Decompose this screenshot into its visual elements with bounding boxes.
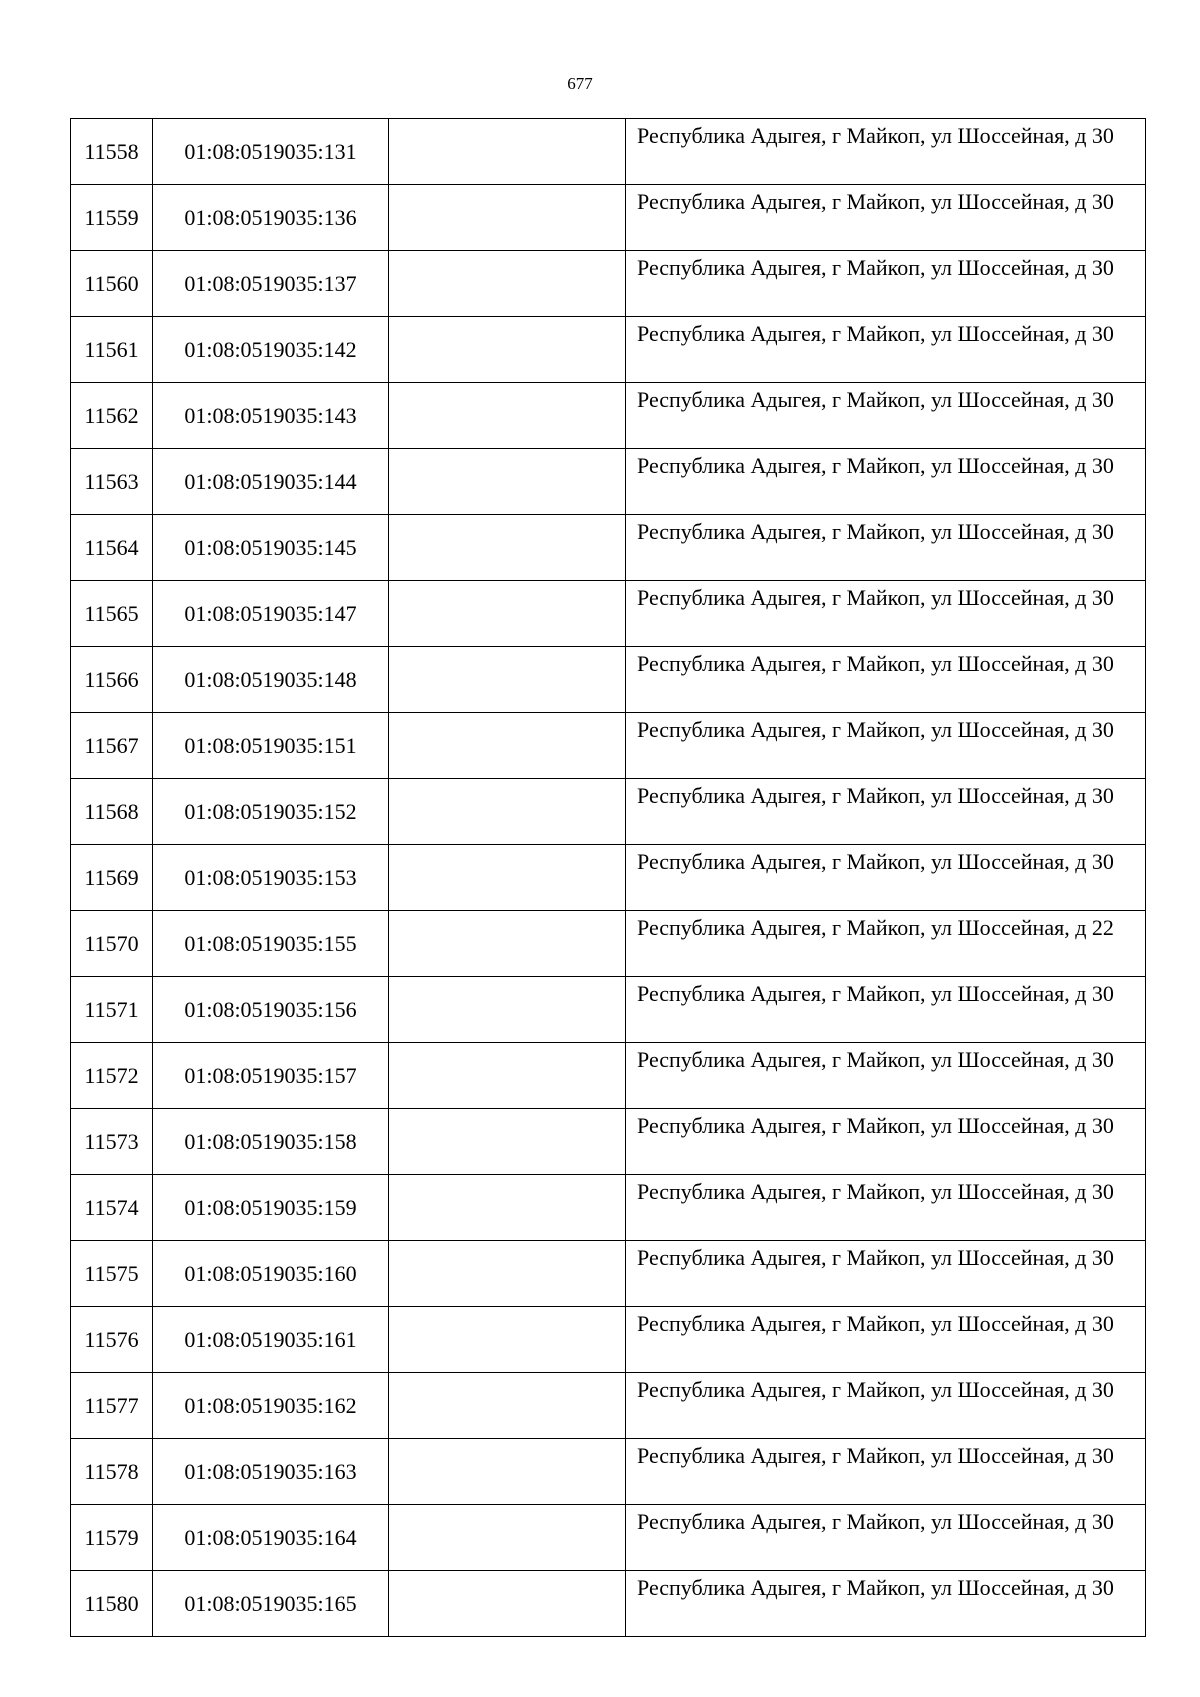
address-cell: Республика Адыгея, г Майкоп, ул Шоссейная, д 30 bbox=[626, 1109, 1146, 1175]
address-cell: Республика Адыгея, г Майкоп, ул Шоссейная, д 22 bbox=[626, 911, 1146, 977]
table-row bbox=[71, 1307, 1146, 1373]
cadastral-number-cell: 01:08:0519035:165 bbox=[153, 1571, 389, 1637]
row-number-cell: 11570 bbox=[71, 911, 153, 977]
address-cell: Республика Адыгея, г Майкоп, ул Шоссейная, д 30 bbox=[626, 1505, 1146, 1571]
empty-cell bbox=[389, 1373, 626, 1439]
empty-cell bbox=[389, 1439, 626, 1505]
table-row bbox=[71, 977, 1146, 1043]
empty-cell bbox=[389, 1307, 626, 1373]
row-number-cell: 11579 bbox=[71, 1505, 153, 1571]
address-cell: Республика Адыгея, г Майкоп, ул Шоссейная, д 30 bbox=[626, 581, 1146, 647]
table-row bbox=[71, 779, 1146, 845]
empty-cell bbox=[389, 911, 626, 977]
cadastral-number-cell: 01:08:0519035:131 bbox=[153, 119, 389, 185]
row-number-cell: 11569 bbox=[71, 845, 153, 911]
row-number-cell: 11576 bbox=[71, 1307, 153, 1373]
table-row bbox=[71, 449, 1146, 515]
row-number-cell: 11564 bbox=[71, 515, 153, 581]
empty-cell bbox=[389, 185, 626, 251]
empty-cell bbox=[389, 1505, 626, 1571]
cadastral-number-cell: 01:08:0519035:145 bbox=[153, 515, 389, 581]
address-cell: Республика Адыгея, г Майкоп, ул Шоссейная, д 30 bbox=[626, 515, 1146, 581]
empty-cell bbox=[389, 1241, 626, 1307]
empty-cell bbox=[389, 515, 626, 581]
registry-table bbox=[70, 118, 1146, 1637]
cadastral-number-cell: 01:08:0519035:157 bbox=[153, 1043, 389, 1109]
row-number-cell: 11571 bbox=[71, 977, 153, 1043]
empty-cell bbox=[389, 317, 626, 383]
cadastral-number-cell: 01:08:0519035:155 bbox=[153, 911, 389, 977]
table-row bbox=[71, 1241, 1146, 1307]
empty-cell bbox=[389, 449, 626, 515]
cadastral-number-cell: 01:08:0519035:136 bbox=[153, 185, 389, 251]
address-cell: Республика Адыгея, г Майкоп, ул Шоссейная, д 30 bbox=[626, 185, 1146, 251]
table-row bbox=[71, 581, 1146, 647]
empty-cell bbox=[389, 1175, 626, 1241]
cadastral-number-cell: 01:08:0519035:162 bbox=[153, 1373, 389, 1439]
address-cell: Республика Адыгея, г Майкоп, ул Шоссейная, д 30 bbox=[626, 1307, 1146, 1373]
address-cell: Республика Адыгея, г Майкоп, ул Шоссейная, д 30 bbox=[626, 977, 1146, 1043]
row-number-cell: 11559 bbox=[71, 185, 153, 251]
empty-cell bbox=[389, 1043, 626, 1109]
row-number-cell: 11562 bbox=[71, 383, 153, 449]
empty-cell bbox=[389, 845, 626, 911]
registry-table-body bbox=[71, 119, 1146, 1637]
row-number-cell: 11577 bbox=[71, 1373, 153, 1439]
cadastral-number-cell: 01:08:0519035:148 bbox=[153, 647, 389, 713]
row-number-cell: 11558 bbox=[71, 119, 153, 185]
empty-cell bbox=[389, 779, 626, 845]
row-number-cell: 11565 bbox=[71, 581, 153, 647]
empty-cell bbox=[389, 581, 626, 647]
table-row bbox=[71, 515, 1146, 581]
row-number-cell: 11580 bbox=[71, 1571, 153, 1637]
table-row bbox=[71, 647, 1146, 713]
table-row bbox=[71, 1439, 1146, 1505]
table-row bbox=[71, 911, 1146, 977]
address-cell: Республика Адыгея, г Майкоп, ул Шоссейная, д 30 bbox=[626, 1373, 1146, 1439]
cadastral-number-cell: 01:08:0519035:144 bbox=[153, 449, 389, 515]
cadastral-number-cell: 01:08:0519035:143 bbox=[153, 383, 389, 449]
address-cell: Республика Адыгея, г Майкоп, ул Шоссейная, д 30 bbox=[626, 449, 1146, 515]
table-row bbox=[71, 1571, 1146, 1637]
empty-cell bbox=[389, 713, 626, 779]
row-number-cell: 11566 bbox=[71, 647, 153, 713]
empty-cell bbox=[389, 383, 626, 449]
empty-cell bbox=[389, 119, 626, 185]
address-cell: Республика Адыгея, г Майкоп, ул Шоссейная, д 30 bbox=[626, 317, 1146, 383]
row-number-cell: 11563 bbox=[71, 449, 153, 515]
empty-cell bbox=[389, 251, 626, 317]
row-number-cell: 11578 bbox=[71, 1439, 153, 1505]
table-row bbox=[71, 119, 1146, 185]
cadastral-number-cell: 01:08:0519035:147 bbox=[153, 581, 389, 647]
row-number-cell: 11574 bbox=[71, 1175, 153, 1241]
cadastral-number-cell: 01:08:0519035:158 bbox=[153, 1109, 389, 1175]
table-row bbox=[71, 845, 1146, 911]
address-cell: Республика Адыгея, г Майкоп, ул Шоссейная, д 30 bbox=[626, 1043, 1146, 1109]
cadastral-number-cell: 01:08:0519035:151 bbox=[153, 713, 389, 779]
address-cell: Республика Адыгея, г Майкоп, ул Шоссейная, д 30 bbox=[626, 845, 1146, 911]
table-row bbox=[71, 713, 1146, 779]
cadastral-number-cell: 01:08:0519035:137 bbox=[153, 251, 389, 317]
row-number-cell: 11561 bbox=[71, 317, 153, 383]
empty-cell bbox=[389, 1571, 626, 1637]
row-number-cell: 11575 bbox=[71, 1241, 153, 1307]
address-cell: Республика Адыгея, г Майкоп, ул Шоссейная, д 30 bbox=[626, 1571, 1146, 1637]
address-cell: Республика Адыгея, г Майкоп, ул Шоссейная, д 30 bbox=[626, 383, 1146, 449]
address-cell: Республика Адыгея, г Майкоп, ул Шоссейная, д 30 bbox=[626, 251, 1146, 317]
row-number-cell: 11568 bbox=[71, 779, 153, 845]
empty-cell bbox=[389, 647, 626, 713]
table-row bbox=[71, 1175, 1146, 1241]
table-row bbox=[71, 185, 1146, 251]
cadastral-number-cell: 01:08:0519035:160 bbox=[153, 1241, 389, 1307]
table-row bbox=[71, 1505, 1146, 1571]
address-cell: Республика Адыгея, г Майкоп, ул Шоссейная, д 30 bbox=[626, 1241, 1146, 1307]
cadastral-number-cell: 01:08:0519035:142 bbox=[153, 317, 389, 383]
table-row bbox=[71, 1373, 1146, 1439]
row-number-cell: 11572 bbox=[71, 1043, 153, 1109]
address-cell: Республика Адыгея, г Майкоп, ул Шоссейная, д 30 bbox=[626, 1439, 1146, 1505]
cadastral-number-cell: 01:08:0519035:159 bbox=[153, 1175, 389, 1241]
address-cell: Республика Адыгея, г Майкоп, ул Шоссейная, д 30 bbox=[626, 713, 1146, 779]
table-row bbox=[71, 1043, 1146, 1109]
cadastral-number-cell: 01:08:0519035:152 bbox=[153, 779, 389, 845]
cadastral-number-cell: 01:08:0519035:163 bbox=[153, 1439, 389, 1505]
row-number-cell: 11560 bbox=[71, 251, 153, 317]
cadastral-number-cell: 01:08:0519035:161 bbox=[153, 1307, 389, 1373]
cadastral-number-cell: 01:08:0519035:153 bbox=[153, 845, 389, 911]
address-cell: Республика Адыгея, г Майкоп, ул Шоссейная, д 30 bbox=[626, 1175, 1146, 1241]
empty-cell bbox=[389, 977, 626, 1043]
table-row bbox=[71, 383, 1146, 449]
table-row bbox=[71, 317, 1146, 383]
address-cell: Республика Адыгея, г Майкоп, ул Шоссейная, д 30 bbox=[626, 119, 1146, 185]
address-cell: Республика Адыгея, г Майкоп, ул Шоссейная, д 30 bbox=[626, 647, 1146, 713]
page-number: 677 bbox=[567, 74, 593, 93]
cadastral-number-cell: 01:08:0519035:156 bbox=[153, 977, 389, 1043]
empty-cell bbox=[389, 1109, 626, 1175]
row-number-cell: 11573 bbox=[71, 1109, 153, 1175]
address-cell: Республика Адыгея, г Майкоп, ул Шоссейная, д 30 bbox=[626, 779, 1146, 845]
table-row bbox=[71, 251, 1146, 317]
cadastral-number-cell: 01:08:0519035:164 bbox=[153, 1505, 389, 1571]
row-number-cell: 11567 bbox=[71, 713, 153, 779]
table-row bbox=[71, 1109, 1146, 1175]
